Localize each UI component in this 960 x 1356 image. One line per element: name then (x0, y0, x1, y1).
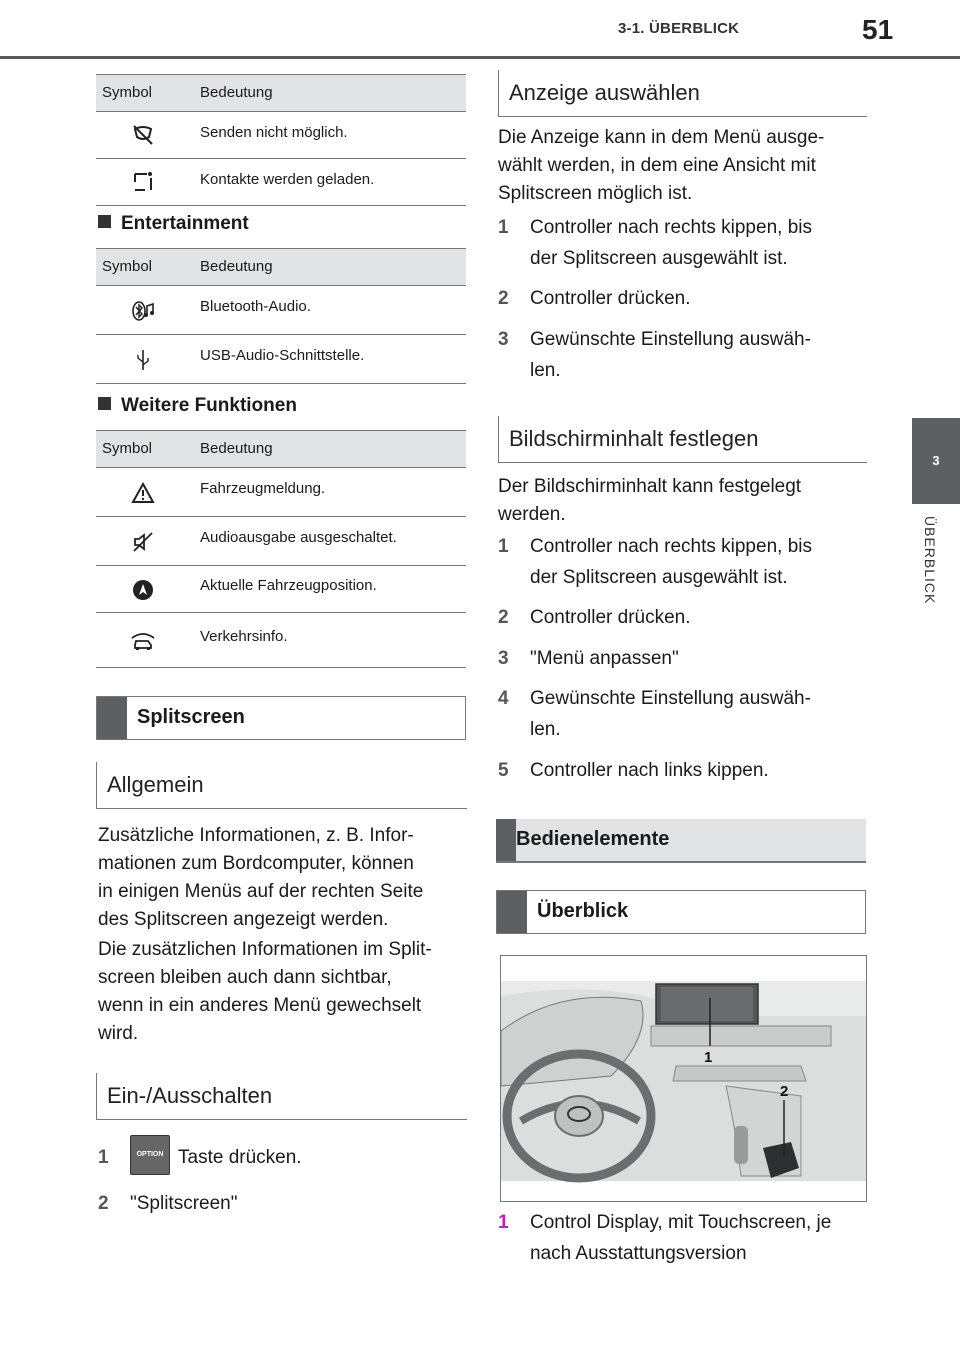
audio-off-icon (130, 529, 156, 555)
symbol-column-header: Symbol (102, 84, 153, 101)
ein-aus-step-1 (98, 1142, 468, 1174)
bildschirm-heading-text: Bildschirminhalt festlegen (509, 426, 759, 451)
text-line: des Splitscreen angezeigt werden. (98, 909, 389, 930)
symbol-table-messages (96, 74, 466, 206)
text-line: Controller drücken. (530, 288, 691, 309)
step-text (530, 212, 860, 274)
step-text (530, 283, 860, 314)
bildschirm-step-5 (498, 755, 868, 787)
allgemein-paragraph-1 (98, 822, 468, 934)
anzeige-step-1 (498, 212, 868, 276)
meaning-column-header: Bedeutung (200, 440, 273, 457)
text-line: screen bleiben auch dann sichtbar, (98, 967, 392, 988)
text-line: wird. (98, 1023, 139, 1044)
bildschirm-step-2 (498, 602, 868, 634)
step-number: 3 (498, 648, 509, 669)
bildschirm-heading (498, 416, 867, 463)
text-line: werden. (498, 504, 566, 525)
anzeige-heading (498, 70, 867, 117)
bildschirm-intro (498, 473, 868, 529)
text-line: in einigen Menüs auf der rechten Seite (98, 881, 424, 902)
allgemein-paragraph-2 (98, 936, 468, 1048)
traffic-info-icon (130, 627, 156, 653)
allgemein-heading (96, 762, 467, 809)
warning-triangle-icon (130, 480, 156, 506)
text-line: Zusätzliche Informationen, z. B. Infor- (98, 825, 414, 846)
step-number: 1 (498, 217, 509, 238)
text-line: Die zusätzlichen Informationen im Split- (98, 939, 432, 960)
symbol-table-weitere (96, 430, 466, 668)
table-cell-meaning: Fahrzeugmeldung. (200, 480, 326, 497)
splitscreen-section-heading (96, 696, 466, 740)
ein-aus-step-2 (98, 1188, 468, 1220)
step-text (530, 643, 860, 674)
text-line: len. (530, 719, 561, 740)
heading-bar (497, 891, 527, 933)
header-rule (0, 56, 960, 59)
callout-label: 1 (704, 1049, 713, 1066)
meaning-column-header: Bedeutung (200, 84, 273, 101)
step-text (530, 683, 860, 745)
heading-bar (496, 819, 516, 861)
table-row (96, 468, 466, 517)
page-number: 51 (862, 14, 894, 45)
step-number: 1 (98, 1147, 109, 1168)
symbol-column-header: Symbol (102, 440, 153, 457)
table-row (96, 566, 466, 613)
text-line: Controller nach rechts kippen, bis (530, 536, 812, 557)
text-line: der Splitscreen ausgewählt ist. (530, 567, 788, 588)
bedienelemente-heading-text: Bedienelemente (516, 828, 670, 850)
anzeige-step-3 (498, 324, 868, 388)
text-line: Controller drücken. (530, 607, 691, 628)
step-text: "Splitscreen" (130, 1193, 238, 1214)
vehicle-position-icon (130, 577, 156, 603)
send-disabled-icon (130, 122, 156, 148)
symbol-column-header: Symbol (102, 258, 153, 275)
usb-icon (130, 347, 156, 373)
anzeige-intro (498, 124, 868, 208)
running-header: 3-1. ÜBERBLICK (618, 20, 740, 37)
table-row (96, 159, 466, 206)
allgemein-heading-text: Allgemein (107, 772, 204, 797)
chapter-tab-label: ÜBERBLICK (922, 516, 938, 605)
chapter-tab: 3 (912, 418, 960, 504)
callout-label: 2 (780, 1083, 789, 1100)
bedienelemente-section-heading (496, 819, 866, 863)
bildschirm-step-1 (498, 531, 868, 595)
table-cell-meaning: Aktuelle Fahrzeugposition. (200, 577, 377, 594)
step-number: 2 (98, 1193, 109, 1214)
table-cell-meaning: Bluetooth-Audio. (200, 298, 311, 315)
bullet-square (98, 215, 111, 228)
table-cell-meaning: USB-Audio-Schnittstelle. (200, 347, 365, 364)
text-line: "Menü anpassen" (530, 648, 679, 669)
table-row (96, 286, 466, 335)
meaning-column-header: Bedeutung (200, 258, 273, 275)
heading-bar (97, 697, 127, 739)
text-line: mationen zum Bordcomputer, können (98, 853, 414, 874)
step-text: Taste drücken. (178, 1147, 302, 1168)
table-cell-meaning: Kontakte werden geladen. (200, 171, 375, 188)
table-header (96, 74, 466, 112)
text-line: wählt werden, in dem eine Ansicht mit (498, 155, 816, 176)
text-line: Controller nach links kippen. (530, 760, 769, 781)
table-cell-meaning: Audioausgabe ausgeschaltet. (200, 529, 397, 546)
text-line: Controller nach rechts kippen, bis (530, 217, 812, 238)
symbol-table-entertainment (96, 248, 466, 384)
step-number: 2 (498, 288, 509, 309)
table-row (96, 335, 466, 384)
text-line: wenn in ein anderes Menü gewechselt (98, 995, 422, 1016)
text-line: Die Anzeige kann in dem Menü ausge- (498, 127, 825, 148)
bluetooth-audio-icon (130, 298, 156, 324)
table-row (96, 613, 466, 668)
table-header (96, 248, 466, 286)
bullet-square (98, 397, 111, 410)
ueberblick-section-heading (496, 890, 866, 934)
step-number: 2 (498, 607, 509, 628)
step-number: 1 (498, 536, 509, 557)
cockpit-drawing (501, 956, 866, 1201)
text-line: der Splitscreen ausgewählt ist. (530, 248, 788, 269)
weitere-heading-text: Weitere Funktionen (121, 395, 297, 416)
text-line: nach Ausstattungsversion (530, 1243, 747, 1264)
table-cell-meaning: Verkehrsinfo. (200, 628, 288, 645)
text-line: Gewünschte Einstellung auswäh- (530, 688, 811, 709)
item-text (530, 1207, 860, 1269)
bildschirm-step-3 (498, 643, 868, 675)
step-text (530, 531, 860, 593)
cockpit-illustration (500, 955, 867, 1202)
text-line: Gewünschte Einstellung auswäh- (530, 329, 811, 350)
anzeige-heading-text: Anzeige auswählen (509, 80, 700, 105)
step-number: 5 (498, 760, 509, 781)
anzeige-step-2 (498, 283, 868, 315)
entertainment-heading (98, 213, 249, 235)
step-number: 3 (498, 329, 509, 350)
table-cell-meaning: Senden nicht möglich. (200, 124, 348, 141)
table-row (96, 517, 466, 566)
weitere-heading (98, 395, 297, 417)
contacts-loading-icon (130, 169, 156, 195)
step-text (530, 602, 860, 633)
text-line: Control Display, mit Touchscreen, je (530, 1212, 832, 1233)
step-text (530, 755, 860, 786)
text-line: Splitscreen möglich ist. (498, 183, 693, 204)
step-text (530, 324, 860, 386)
item-number: 1 (498, 1212, 509, 1233)
ueberblick-heading-text: Überblick (537, 900, 629, 922)
ueberblick-item-1 (498, 1207, 868, 1271)
text-line: len. (530, 360, 561, 381)
step-number: 4 (498, 688, 509, 709)
option-button: OPTION (130, 1135, 170, 1175)
text-line: Der Bildschirminhalt kann festgelegt (498, 476, 802, 497)
bildschirm-step-4 (498, 683, 868, 747)
ein-aus-heading-text: Ein-/Ausschalten (107, 1083, 273, 1108)
table-header (96, 430, 466, 468)
entertainment-heading-text: Entertainment (121, 213, 249, 234)
table-row (96, 112, 466, 159)
ein-aus-heading (96, 1073, 467, 1120)
splitscreen-heading-text: Splitscreen (137, 706, 245, 728)
